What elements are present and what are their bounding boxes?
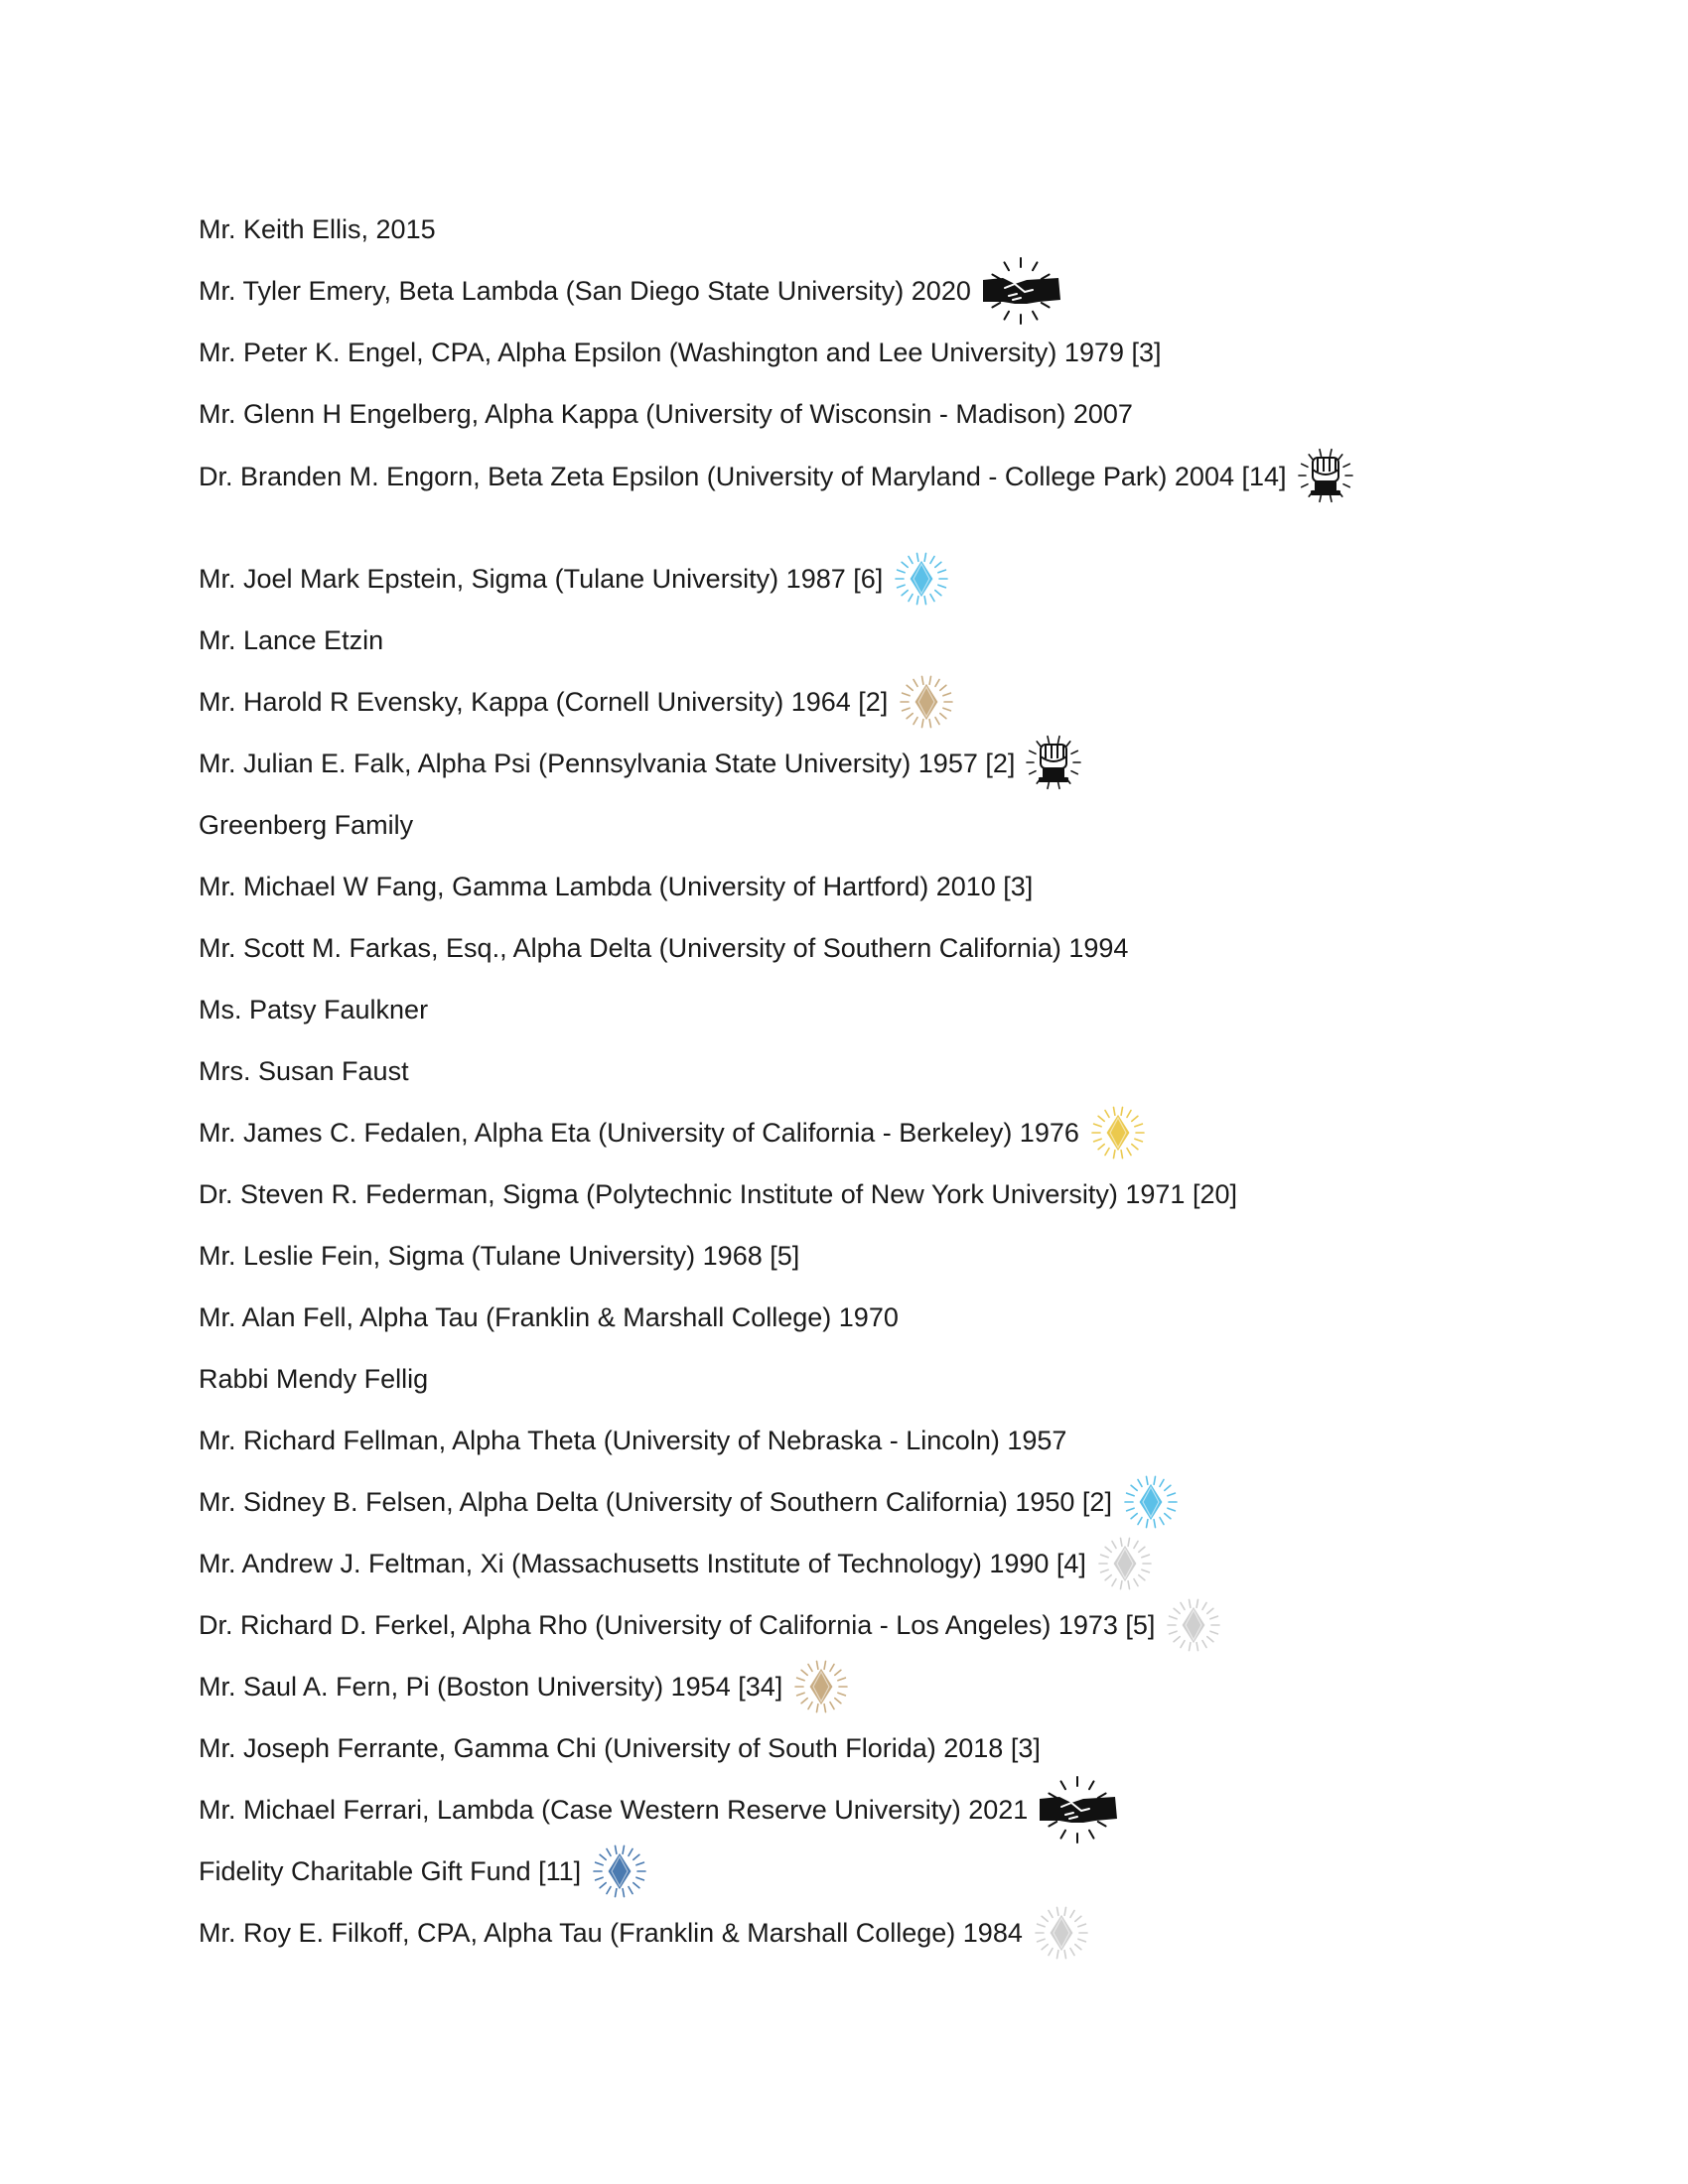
donor-name: Mr. Joseph Ferrante, Gamma Chi (University of South Florida) 2018 [3]	[199, 1732, 1041, 1763]
donor-entry	[199, 260, 1066, 322]
donor-name: Dr. Richard D. Ferkel, Alpha Rho (University of California - Los Angeles) 1973 [5]	[199, 1609, 1156, 1640]
donor-name: Mr. Julian E. Falk, Alpha Psi (Pennsylvania State University) 1957 [2]	[199, 748, 1016, 778]
donor-name: Mr. Sidney B. Felsen, Alpha Delta (University of Southern California) 1950 [2]	[199, 1486, 1112, 1517]
donor-name: Ms. Patsy Faulkner	[199, 994, 429, 1024]
donor-entry	[199, 1841, 654, 1902]
donor-entry	[199, 979, 428, 1040]
donor-name: Mr. Glenn H Engelberg, Alpha Kappa (University of Wisconsin - Madison) 2007	[199, 398, 1133, 429]
fist-icon	[1019, 733, 1088, 794]
donor-entry	[199, 1040, 409, 1102]
donor-entry	[199, 917, 1128, 979]
handshake-icon	[1032, 1779, 1123, 1841]
donor-name: Mr. Alan Fell, Alpha Tau (Franklin & Marshall College) 1970	[199, 1301, 899, 1332]
donor-name: Mr. Richard Fellman, Alpha Theta (University of Nebraska - Lincoln) 1957	[199, 1425, 1067, 1455]
donor-name: Mr. Lance Etzin	[199, 624, 384, 655]
donor-entry	[199, 1533, 1160, 1594]
donor-name: Mr. Roy E. Filkoff, CPA, Alpha Tau (Franklin & Marshall College) 1984	[199, 1917, 1023, 1948]
donor-name: Mr. Michael W Fang, Gamma Lambda (University of Hartford) 2010 [3]	[199, 871, 1034, 901]
donor-entry	[199, 1471, 1186, 1533]
diamond-icon	[892, 671, 961, 733]
donor-entry	[199, 794, 413, 856]
donor-name: Mr. Tyler Emery, Beta Lambda (San Diego State University) 2020	[199, 275, 971, 306]
donor-entry	[199, 733, 1088, 794]
donor-entry	[199, 1102, 1153, 1163]
donor-name: Mr. Saul A. Fern, Pi (Boston University) 1954 [34]	[199, 1671, 783, 1702]
diamond-icon	[585, 1841, 654, 1902]
donor-name: Mr. Andrew J. Feltman, Xi (Massachusetts Institute of Technology) 1990 [4]	[199, 1548, 1086, 1578]
handshake-icon	[975, 260, 1066, 322]
donor-entry	[199, 383, 1133, 445]
donor-entry	[199, 1163, 1237, 1225]
donor-entry	[199, 1348, 428, 1410]
diamond-icon	[1116, 1471, 1186, 1533]
donor-entry	[199, 856, 1033, 917]
donor-entry	[199, 1225, 799, 1287]
donor-entry	[199, 1902, 1096, 1964]
donor-name: Mr. Joel Mark Epstein, Sigma (Tulane University) 1987 [6]	[199, 563, 884, 594]
diamond-icon	[1090, 1533, 1160, 1594]
donor-name: Mr. Keith Ellis, 2015	[199, 213, 436, 244]
donor-name: Dr. Branden M. Engorn, Beta Zeta Epsilon (University of Maryland - College Park) 2004 [14]	[199, 461, 1287, 491]
donor-entry	[199, 1656, 856, 1717]
donor-name: Mr. Peter K. Engel, CPA, Alpha Epsilon (Washington and Lee University) 1979 [3]	[199, 337, 1162, 367]
donor-name: Mr. Scott M. Farkas, Esq., Alpha Delta (University of Southern California) 1994	[199, 932, 1129, 963]
donor-entry	[199, 610, 383, 671]
donor-entry	[199, 322, 1162, 383]
donor-name: Greenberg Family	[199, 809, 414, 840]
diamond-icon	[786, 1656, 856, 1717]
donor-entry	[199, 1779, 1123, 1841]
donor-name: Mr. Leslie Fein, Sigma (Tulane University) 1968 [5]	[199, 1240, 800, 1271]
donor-name: Mr. Michael Ferrari, Lambda (Case Western Reserve University) 2021	[199, 1794, 1029, 1825]
fist-icon	[1291, 446, 1360, 507]
diamond-icon	[887, 548, 956, 610]
donor-entry	[199, 1594, 1228, 1656]
donor-entry	[199, 199, 436, 260]
donor-name: Mr. James C. Fedalen, Alpha Eta (University of California - Berkeley) 1976	[199, 1117, 1079, 1148]
donor-name: Fidelity Charitable Gift Fund [11]	[199, 1855, 582, 1886]
donor-entry	[199, 671, 961, 733]
diamond-icon	[1159, 1594, 1228, 1656]
donor-entry	[199, 1717, 1041, 1779]
donor-name: Mrs. Susan Faust	[199, 1055, 409, 1086]
diamond-icon	[1027, 1902, 1096, 1964]
donor-entry	[199, 1287, 899, 1348]
donor-entry	[199, 1410, 1066, 1471]
donor-entry	[199, 446, 1360, 507]
donor-name: Rabbi Mendy Fellig	[199, 1363, 429, 1394]
diamond-icon	[1083, 1102, 1153, 1163]
donor-name: Mr. Harold R Evensky, Kappa (Cornell University) 1964 [2]	[199, 686, 889, 717]
donor-entry	[199, 548, 956, 610]
donor-name: Dr. Steven R. Federman, Sigma (Polytechnic Institute of New York University) 1971 [20]	[199, 1178, 1237, 1209]
